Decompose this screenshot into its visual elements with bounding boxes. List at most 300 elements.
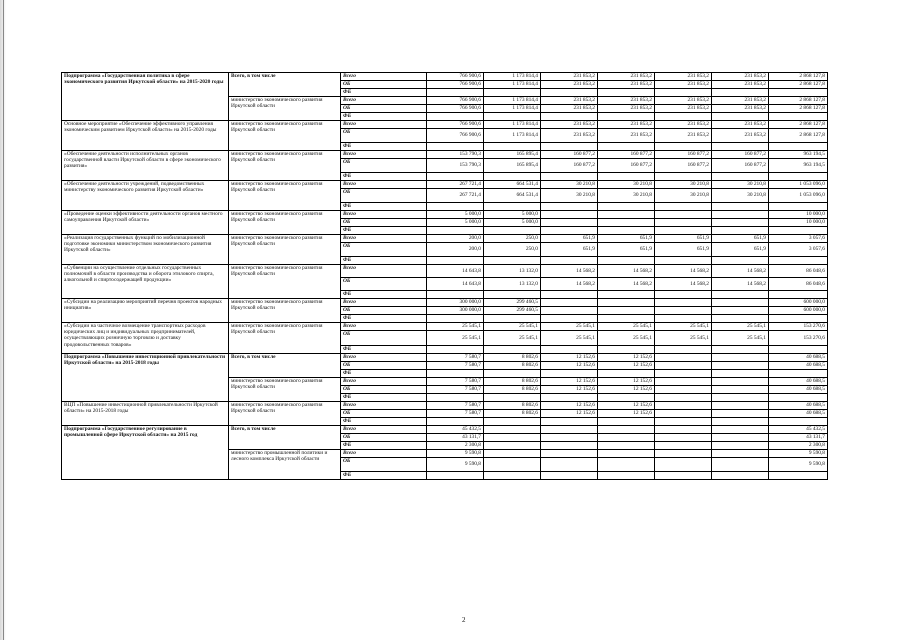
- year-value-cell: [541, 291, 598, 299]
- year-value-cell: [427, 418, 484, 426]
- year-value-cell: [427, 346, 484, 354]
- program-name-cell: ВЦП «Повышение инвестиционной привлекательности Иркутской области» на 2015-2018 годы: [62, 402, 229, 426]
- total-cell: 10 000,0: [769, 219, 828, 227]
- budget-table-body: [62, 73, 828, 480]
- executor-cell: министерство экономического развития Иркутской области: [229, 151, 341, 181]
- funding-source-cell: ФБ: [341, 291, 427, 299]
- year-value-cell: [712, 442, 769, 450]
- year-value-cell: [598, 113, 655, 121]
- table-row: [62, 265, 828, 278]
- program-name-cell: Подпрограмма «Государственная политика в сфере экономического развития Иркутской области» на 2015-2020 годы: [62, 73, 229, 121]
- year-value-cell: 231 853,2: [541, 121, 598, 129]
- year-value-cell: [427, 370, 484, 378]
- year-value-cell: [655, 426, 712, 434]
- year-value-cell: 12 152,6: [541, 354, 598, 362]
- funding-source-cell: ФБ: [341, 143, 427, 151]
- year-value-cell: 8 802,6: [484, 402, 541, 410]
- executor-cell: министерство экономического развития Иркутской области: [229, 97, 341, 121]
- total-cell: 2 868 127,8: [769, 129, 828, 143]
- year-value-cell: 651,9: [541, 243, 598, 257]
- funding-source-cell: ОБ: [341, 278, 427, 291]
- total-cell: 2 300,8: [769, 442, 828, 450]
- table-row: [62, 323, 828, 331]
- year-value-cell: 12 152,6: [541, 402, 598, 410]
- funding-source-cell: ФБ: [341, 370, 427, 378]
- year-value-cell: 12 152,6: [541, 410, 598, 418]
- year-value-cell: 231 853,2: [598, 97, 655, 105]
- total-cell: 3 057,6: [769, 235, 828, 243]
- funding-source-cell: Всего: [341, 402, 427, 410]
- year-value-cell: 651,9: [598, 235, 655, 243]
- year-value-cell: 30 210,8: [598, 181, 655, 189]
- total-cell: 40 688,5: [769, 386, 828, 394]
- total-cell: 10 000,0: [769, 211, 828, 219]
- year-value-cell: 7 580,7: [427, 410, 484, 418]
- year-value-cell: [712, 418, 769, 426]
- year-value-cell: [655, 370, 712, 378]
- year-value-cell: [712, 211, 769, 219]
- executor-cell: министерство экономического развития Иркутской области: [229, 181, 341, 211]
- total-cell: [769, 472, 828, 480]
- year-value-cell: 8 802,6: [484, 378, 541, 386]
- year-value-cell: 250,0: [484, 243, 541, 257]
- total-cell: [769, 291, 828, 299]
- funding-source-cell: ОБ: [341, 189, 427, 203]
- total-cell: 153 270,6: [769, 331, 828, 346]
- year-value-cell: 12 152,6: [541, 386, 598, 394]
- year-value-cell: [655, 378, 712, 386]
- year-value-cell: [484, 291, 541, 299]
- total-cell: 1 053 096,0: [769, 189, 828, 203]
- year-value-cell: [427, 143, 484, 151]
- funding-source-cell: ОБ: [341, 105, 427, 113]
- year-value-cell: 766 900,6: [427, 129, 484, 143]
- year-value-cell: [541, 257, 598, 265]
- year-value-cell: [712, 434, 769, 442]
- funding-source-cell: Всего: [341, 151, 427, 159]
- funding-source-cell: ОБ: [341, 458, 427, 472]
- table-row: [62, 235, 828, 243]
- funding-source-cell: Всего: [341, 450, 427, 458]
- year-value-cell: 766 900,6: [427, 97, 484, 105]
- total-cell: 40 688,5: [769, 410, 828, 418]
- year-value-cell: 231 853,2: [712, 121, 769, 129]
- year-value-cell: 8 802,6: [484, 410, 541, 418]
- funding-source-cell: Всего: [341, 181, 427, 189]
- total-cell: 40 688,5: [769, 362, 828, 370]
- year-value-cell: 5 000,0: [484, 219, 541, 227]
- year-value-cell: 766 900,6: [427, 121, 484, 129]
- year-value-cell: [712, 143, 769, 151]
- year-value-cell: [541, 346, 598, 354]
- year-value-cell: [427, 472, 484, 480]
- year-value-cell: [598, 450, 655, 458]
- year-value-cell: [598, 203, 655, 211]
- funding-source-cell: ФБ: [341, 346, 427, 354]
- total-cell: [769, 173, 828, 181]
- program-name-cell: «Субсидии на частичное возмещение транспортных расходов юридических лиц и индивидуальных предпринимателей, осуществляющих розничную торговлю и доставку продовольственных товаров»: [62, 323, 229, 354]
- funding-source-cell: Всего: [341, 211, 427, 219]
- year-value-cell: [655, 113, 712, 121]
- year-value-cell: [598, 434, 655, 442]
- year-value-cell: 231 853,2: [655, 121, 712, 129]
- year-value-cell: 1 173 814,4: [484, 121, 541, 129]
- funding-source-cell: ОБ: [341, 307, 427, 315]
- year-value-cell: [712, 173, 769, 181]
- program-name-cell: Основное мероприятие «Обеспечение эффективного управления экономическим развитием Иркутской области» на 2015-2020 годы: [62, 121, 229, 151]
- year-value-cell: [541, 426, 598, 434]
- year-value-cell: [655, 402, 712, 410]
- year-value-cell: [427, 173, 484, 181]
- year-value-cell: 25 545,1: [598, 323, 655, 331]
- year-value-cell: [655, 346, 712, 354]
- year-value-cell: [655, 386, 712, 394]
- funding-source-cell: ФБ: [341, 418, 427, 426]
- year-value-cell: 267 721,4: [427, 189, 484, 203]
- year-value-cell: [427, 291, 484, 299]
- year-value-cell: [712, 472, 769, 480]
- year-value-cell: 300 000,0: [427, 307, 484, 315]
- year-value-cell: [484, 442, 541, 450]
- year-value-cell: 25 545,1: [541, 331, 598, 346]
- year-value-cell: [655, 472, 712, 480]
- total-cell: [769, 418, 828, 426]
- table-row: [62, 121, 828, 129]
- total-cell: 86 048,6: [769, 278, 828, 291]
- year-value-cell: [484, 89, 541, 97]
- year-value-cell: [655, 418, 712, 426]
- year-value-cell: [598, 307, 655, 315]
- year-value-cell: [712, 426, 769, 434]
- year-value-cell: [427, 89, 484, 97]
- year-value-cell: 7 580,7: [427, 354, 484, 362]
- program-name-cell: «Субвенции на осуществление отдельных государственных полномочий в области производства и оборота этилового спирта, алкогольной и спиртосодержащей продукции»: [62, 265, 229, 299]
- year-value-cell: 231 853,2: [541, 129, 598, 143]
- year-value-cell: 231 853,2: [655, 105, 712, 113]
- year-value-cell: [712, 219, 769, 227]
- year-value-cell: 231 853,2: [655, 129, 712, 143]
- year-value-cell: 160 877,2: [598, 159, 655, 173]
- year-value-cell: 766 900,6: [427, 73, 484, 81]
- year-value-cell: 7 580,7: [427, 402, 484, 410]
- year-value-cell: [541, 89, 598, 97]
- total-cell: 40 688,5: [769, 402, 828, 410]
- year-value-cell: 160 877,2: [541, 159, 598, 173]
- year-value-cell: 8 802,6: [484, 354, 541, 362]
- year-value-cell: 299 460,5: [484, 307, 541, 315]
- program-name-cell: «Обеспечение деятельности исполнительных органов государственной власти Иркутской области в сфере экономического развития»: [62, 151, 229, 181]
- program-name-cell: «Проведение оценки эффективности деятельности органов местного самоуправления Иркутской области»: [62, 211, 229, 235]
- year-value-cell: 231 853,2: [655, 73, 712, 81]
- year-value-cell: 25 545,1: [712, 323, 769, 331]
- year-value-cell: [541, 434, 598, 442]
- year-value-cell: [655, 203, 712, 211]
- year-value-cell: [655, 299, 712, 307]
- year-value-cell: [712, 402, 769, 410]
- year-value-cell: [541, 370, 598, 378]
- total-cell: 45 432,5: [769, 426, 828, 434]
- year-value-cell: 231 853,2: [712, 73, 769, 81]
- total-cell: 2 868 127,8: [769, 121, 828, 129]
- year-value-cell: 651,9: [712, 235, 769, 243]
- year-value-cell: [712, 307, 769, 315]
- funding-source-cell: ОБ: [341, 81, 427, 89]
- year-value-cell: [484, 257, 541, 265]
- year-value-cell: 231 853,2: [598, 73, 655, 81]
- total-cell: 2 868 127,8: [769, 97, 828, 105]
- executor-cell: Всего, в том числе: [229, 73, 341, 97]
- year-value-cell: 30 210,8: [712, 181, 769, 189]
- year-value-cell: [484, 143, 541, 151]
- year-value-cell: 13 132,0: [484, 265, 541, 278]
- budget-table: [61, 72, 828, 480]
- year-value-cell: [712, 386, 769, 394]
- year-value-cell: 14 568,2: [598, 278, 655, 291]
- year-value-cell: 9 590,8: [427, 450, 484, 458]
- year-value-cell: 14 568,2: [541, 278, 598, 291]
- total-cell: 40 688,5: [769, 378, 828, 386]
- total-cell: 43 131,7: [769, 434, 828, 442]
- year-value-cell: 25 545,1: [541, 323, 598, 331]
- year-value-cell: [712, 227, 769, 235]
- year-value-cell: 5 000,0: [484, 211, 541, 219]
- program-name-cell: Подпрограмма «Государственное регулирование в промышленной сфере Иркутской области» на 2015 год: [62, 426, 229, 480]
- funding-source-cell: ФБ: [341, 89, 427, 97]
- year-value-cell: [712, 354, 769, 362]
- program-name-cell: Подпрограмма «Повышение инвестиционной привлекательности Иркутской области» на 2015-2018 годы: [62, 354, 229, 402]
- funding-source-cell: Всего: [341, 426, 427, 434]
- funding-source-cell: ОБ: [341, 362, 427, 370]
- funding-source-cell: ФБ: [341, 315, 427, 323]
- executor-cell: министерство экономического развития Иркутской области: [229, 378, 341, 402]
- year-value-cell: [655, 442, 712, 450]
- funding-source-cell: Всего: [341, 97, 427, 105]
- year-value-cell: [484, 203, 541, 211]
- year-value-cell: 231 853,2: [655, 97, 712, 105]
- year-value-cell: [598, 426, 655, 434]
- year-value-cell: 25 545,1: [484, 323, 541, 331]
- year-value-cell: 30 210,8: [541, 181, 598, 189]
- year-value-cell: 664 531,4: [484, 181, 541, 189]
- year-value-cell: [541, 173, 598, 181]
- year-value-cell: [484, 434, 541, 442]
- year-value-cell: 25 545,1: [655, 323, 712, 331]
- year-value-cell: 160 877,2: [712, 151, 769, 159]
- year-value-cell: [712, 394, 769, 402]
- year-value-cell: 160 877,2: [655, 151, 712, 159]
- year-value-cell: [712, 113, 769, 121]
- year-value-cell: [655, 362, 712, 370]
- total-cell: 2 868 127,8: [769, 105, 828, 113]
- year-value-cell: [484, 346, 541, 354]
- year-value-cell: [655, 458, 712, 472]
- total-cell: 600 000,0: [769, 307, 828, 315]
- year-value-cell: 12 152,6: [598, 402, 655, 410]
- year-value-cell: [655, 315, 712, 323]
- total-cell: 2 868 127,8: [769, 81, 828, 89]
- year-value-cell: [712, 346, 769, 354]
- executor-cell: министерство экономического развития Иркутской области: [229, 323, 341, 354]
- total-cell: 1 053 096,0: [769, 181, 828, 189]
- executor-cell: министерство экономического развития Иркутской области: [229, 299, 341, 323]
- year-value-cell: 160 877,2: [598, 151, 655, 159]
- year-value-cell: [541, 203, 598, 211]
- year-value-cell: 1 173 814,4: [484, 81, 541, 89]
- year-value-cell: [541, 219, 598, 227]
- funding-source-cell: ОБ: [341, 386, 427, 394]
- year-value-cell: [427, 315, 484, 323]
- funding-source-cell: ФБ: [341, 394, 427, 402]
- funding-source-cell: ФБ: [341, 227, 427, 235]
- year-value-cell: 651,9: [712, 243, 769, 257]
- executor-cell: министерство экономического развития Иркутской области: [229, 211, 341, 235]
- year-value-cell: 766 900,6: [427, 105, 484, 113]
- year-value-cell: 165 895,4: [484, 159, 541, 173]
- year-value-cell: 250,0: [484, 235, 541, 243]
- year-value-cell: [427, 257, 484, 265]
- year-value-cell: [655, 227, 712, 235]
- year-value-cell: 14 568,2: [712, 265, 769, 278]
- year-value-cell: 5 000,0: [427, 219, 484, 227]
- funding-source-cell: Всего: [341, 378, 427, 386]
- year-value-cell: 231 853,2: [541, 81, 598, 89]
- total-cell: 963 194,5: [769, 159, 828, 173]
- year-value-cell: [598, 418, 655, 426]
- year-value-cell: [712, 257, 769, 265]
- year-value-cell: 25 545,1: [427, 323, 484, 331]
- year-value-cell: 5 000,0: [427, 211, 484, 219]
- funding-source-cell: Всего: [341, 235, 427, 243]
- total-cell: [769, 113, 828, 121]
- program-name-cell: «Субсидии на реализацию мероприятий перечня проектов народных инициатив»: [62, 299, 229, 323]
- year-value-cell: [598, 315, 655, 323]
- year-value-cell: 299 460,5: [484, 299, 541, 307]
- year-value-cell: [484, 418, 541, 426]
- funding-source-cell: ФБ: [341, 113, 427, 121]
- year-value-cell: [655, 173, 712, 181]
- year-value-cell: 200,0: [427, 235, 484, 243]
- year-value-cell: [598, 472, 655, 480]
- year-value-cell: [484, 370, 541, 378]
- year-value-cell: [484, 450, 541, 458]
- year-value-cell: 231 853,2: [598, 105, 655, 113]
- year-value-cell: [541, 307, 598, 315]
- total-cell: 9 590,8: [769, 458, 828, 472]
- funding-source-cell: Всего: [341, 121, 427, 129]
- year-value-cell: 1 173 814,4: [484, 73, 541, 81]
- year-value-cell: [712, 315, 769, 323]
- year-value-cell: 25 545,1: [655, 331, 712, 346]
- funding-source-cell: ФБ: [341, 203, 427, 211]
- year-value-cell: [598, 442, 655, 450]
- year-value-cell: 12 152,6: [541, 362, 598, 370]
- year-value-cell: 14 568,2: [712, 278, 769, 291]
- year-value-cell: [655, 211, 712, 219]
- year-value-cell: [598, 291, 655, 299]
- year-value-cell: [598, 219, 655, 227]
- funding-source-cell: Всего: [341, 73, 427, 81]
- year-value-cell: [655, 434, 712, 442]
- year-value-cell: [541, 227, 598, 235]
- year-value-cell: 9 590,8: [427, 458, 484, 472]
- year-value-cell: [427, 113, 484, 121]
- year-value-cell: [541, 450, 598, 458]
- table-row: [62, 151, 828, 159]
- year-value-cell: 14 568,2: [655, 265, 712, 278]
- year-value-cell: 231 853,2: [598, 129, 655, 143]
- funding-source-cell: ОБ: [341, 219, 427, 227]
- year-value-cell: 12 152,6: [598, 354, 655, 362]
- year-value-cell: [655, 354, 712, 362]
- year-value-cell: 30 210,8: [712, 189, 769, 203]
- total-cell: 3 057,6: [769, 243, 828, 257]
- year-value-cell: [541, 458, 598, 472]
- year-value-cell: [655, 394, 712, 402]
- funding-source-cell: ОБ: [341, 159, 427, 173]
- executor-cell: министерство экономического развития Иркутской области: [229, 121, 341, 151]
- year-value-cell: [655, 410, 712, 418]
- page-number: 2: [462, 616, 466, 624]
- total-cell: 963 194,5: [769, 151, 828, 159]
- year-value-cell: 25 545,1: [427, 331, 484, 346]
- year-value-cell: [598, 370, 655, 378]
- year-value-cell: 12 152,6: [541, 378, 598, 386]
- year-value-cell: [712, 291, 769, 299]
- executor-cell: министерство промышленной политики и лесного комплекса Иркутской области: [229, 450, 341, 480]
- year-value-cell: 2 300,8: [427, 442, 484, 450]
- total-cell: 600 000,0: [769, 299, 828, 307]
- year-value-cell: [712, 362, 769, 370]
- year-value-cell: 231 853,2: [598, 121, 655, 129]
- program-name-cell: «Реализация государственных функций по мобилизационной подготовке экономики министерством экономического развития Иркутской области»: [62, 235, 229, 265]
- year-value-cell: 165 895,4: [484, 151, 541, 159]
- year-value-cell: 12 152,6: [598, 386, 655, 394]
- year-value-cell: 1 173 814,4: [484, 97, 541, 105]
- year-value-cell: 25 545,1: [484, 331, 541, 346]
- year-value-cell: 25 545,1: [598, 331, 655, 346]
- executor-cell: министерство экономического развития Иркутской области: [229, 265, 341, 299]
- year-value-cell: 160 877,2: [541, 151, 598, 159]
- table-row: [62, 402, 828, 410]
- year-value-cell: 30 210,8: [541, 189, 598, 203]
- year-value-cell: 14 643,8: [427, 278, 484, 291]
- total-cell: 153 270,6: [769, 323, 828, 331]
- year-value-cell: [484, 472, 541, 480]
- total-cell: 9 590,8: [769, 450, 828, 458]
- year-value-cell: 30 210,8: [655, 189, 712, 203]
- table-row: [62, 211, 828, 219]
- year-value-cell: 651,9: [655, 243, 712, 257]
- year-value-cell: [712, 299, 769, 307]
- year-value-cell: [598, 346, 655, 354]
- year-value-cell: [712, 89, 769, 97]
- funding-source-cell: ОБ: [341, 410, 427, 418]
- year-value-cell: 160 877,2: [655, 159, 712, 173]
- year-value-cell: [598, 458, 655, 472]
- year-value-cell: 231 853,2: [655, 81, 712, 89]
- year-value-cell: [655, 307, 712, 315]
- funding-source-cell: Всего: [341, 265, 427, 278]
- year-value-cell: 7 580,7: [427, 378, 484, 386]
- year-value-cell: 267 721,4: [427, 181, 484, 189]
- year-value-cell: [712, 378, 769, 386]
- year-value-cell: 651,9: [655, 235, 712, 243]
- year-value-cell: 14 568,2: [655, 278, 712, 291]
- year-value-cell: 14 643,8: [427, 265, 484, 278]
- funding-source-cell: ОБ: [341, 243, 427, 257]
- executor-cell: Всего, в том числе: [229, 354, 341, 378]
- year-value-cell: [655, 450, 712, 458]
